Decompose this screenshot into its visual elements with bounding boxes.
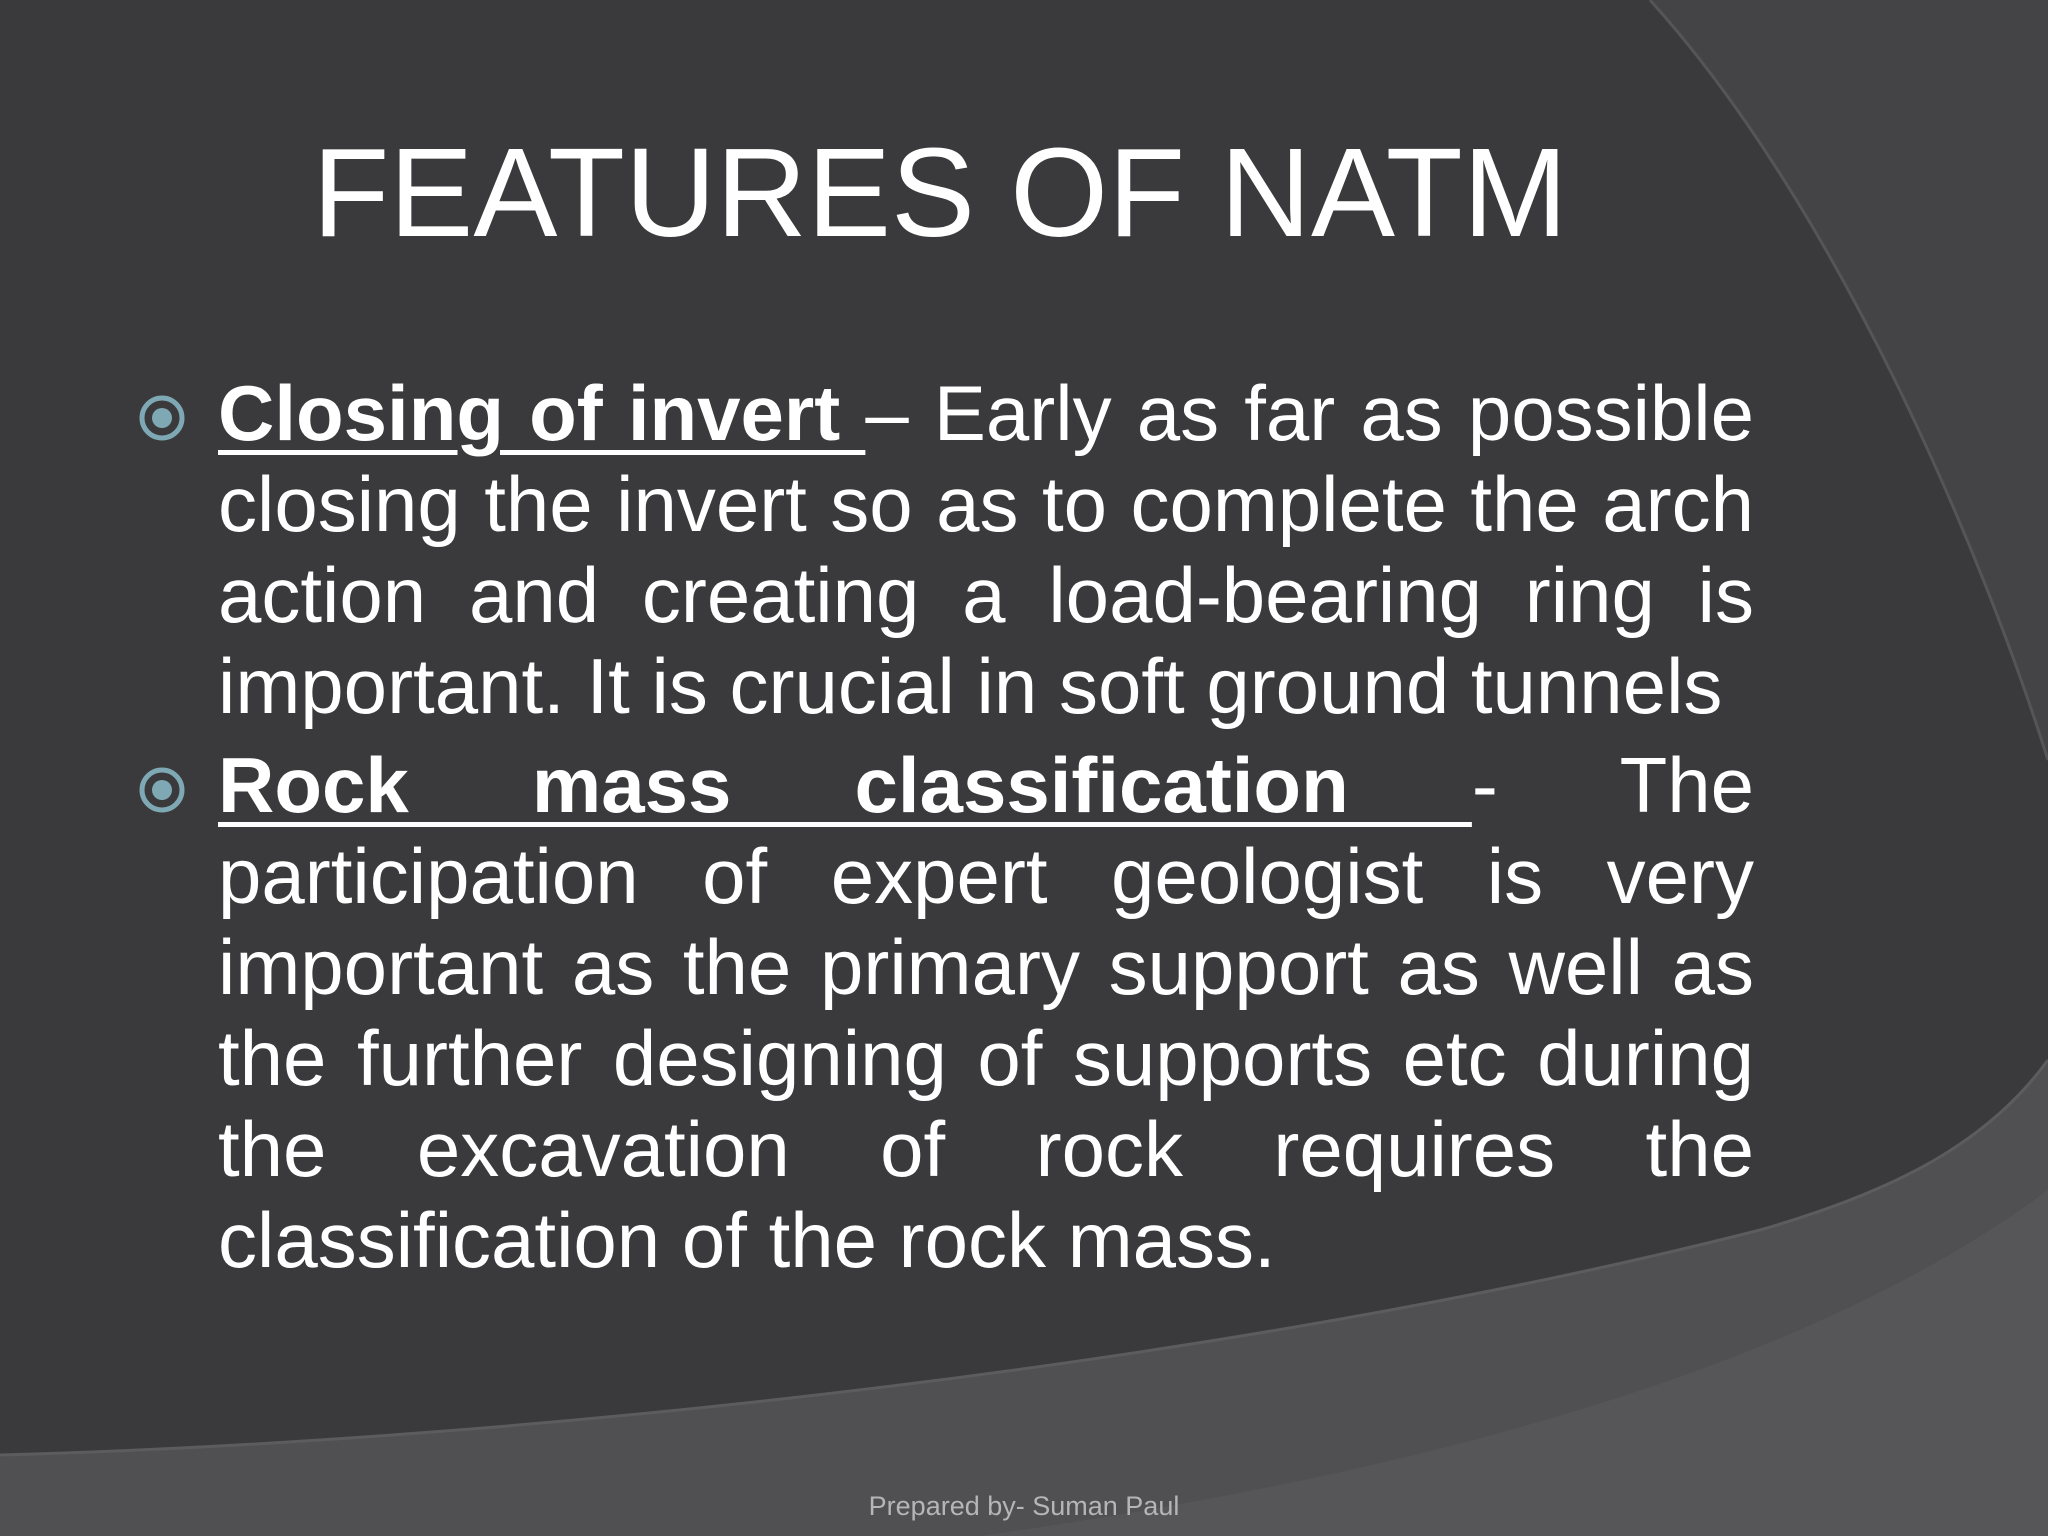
bullet-term: Closing of invert [218, 369, 866, 457]
bullet-rock-mass-classification [130, 740, 1754, 1286]
slide-title: FEATURES OF NATM [312, 122, 1568, 263]
target-bullet-icon [138, 394, 186, 442]
bullet-term: Rock mass classification [218, 741, 1472, 829]
bullet-closing-of-invert [130, 368, 1754, 732]
target-bullet-icon [138, 766, 186, 814]
bullet-list [130, 368, 1754, 1294]
footer-credit: Prepared by- Suman Paul [868, 1491, 1180, 1521]
bullet-text: – Early as far as possible closing the invert so as to complete the arch action and creating a load-bearing ring is important. It is crucial in soft ground tunnels [218, 369, 1755, 730]
bullet-text: - The participation of expert geologist is very important as the primary support as well as the further designing of supports etc during the excavation of rock requires the classification of the rock mass. [218, 741, 1754, 1284]
